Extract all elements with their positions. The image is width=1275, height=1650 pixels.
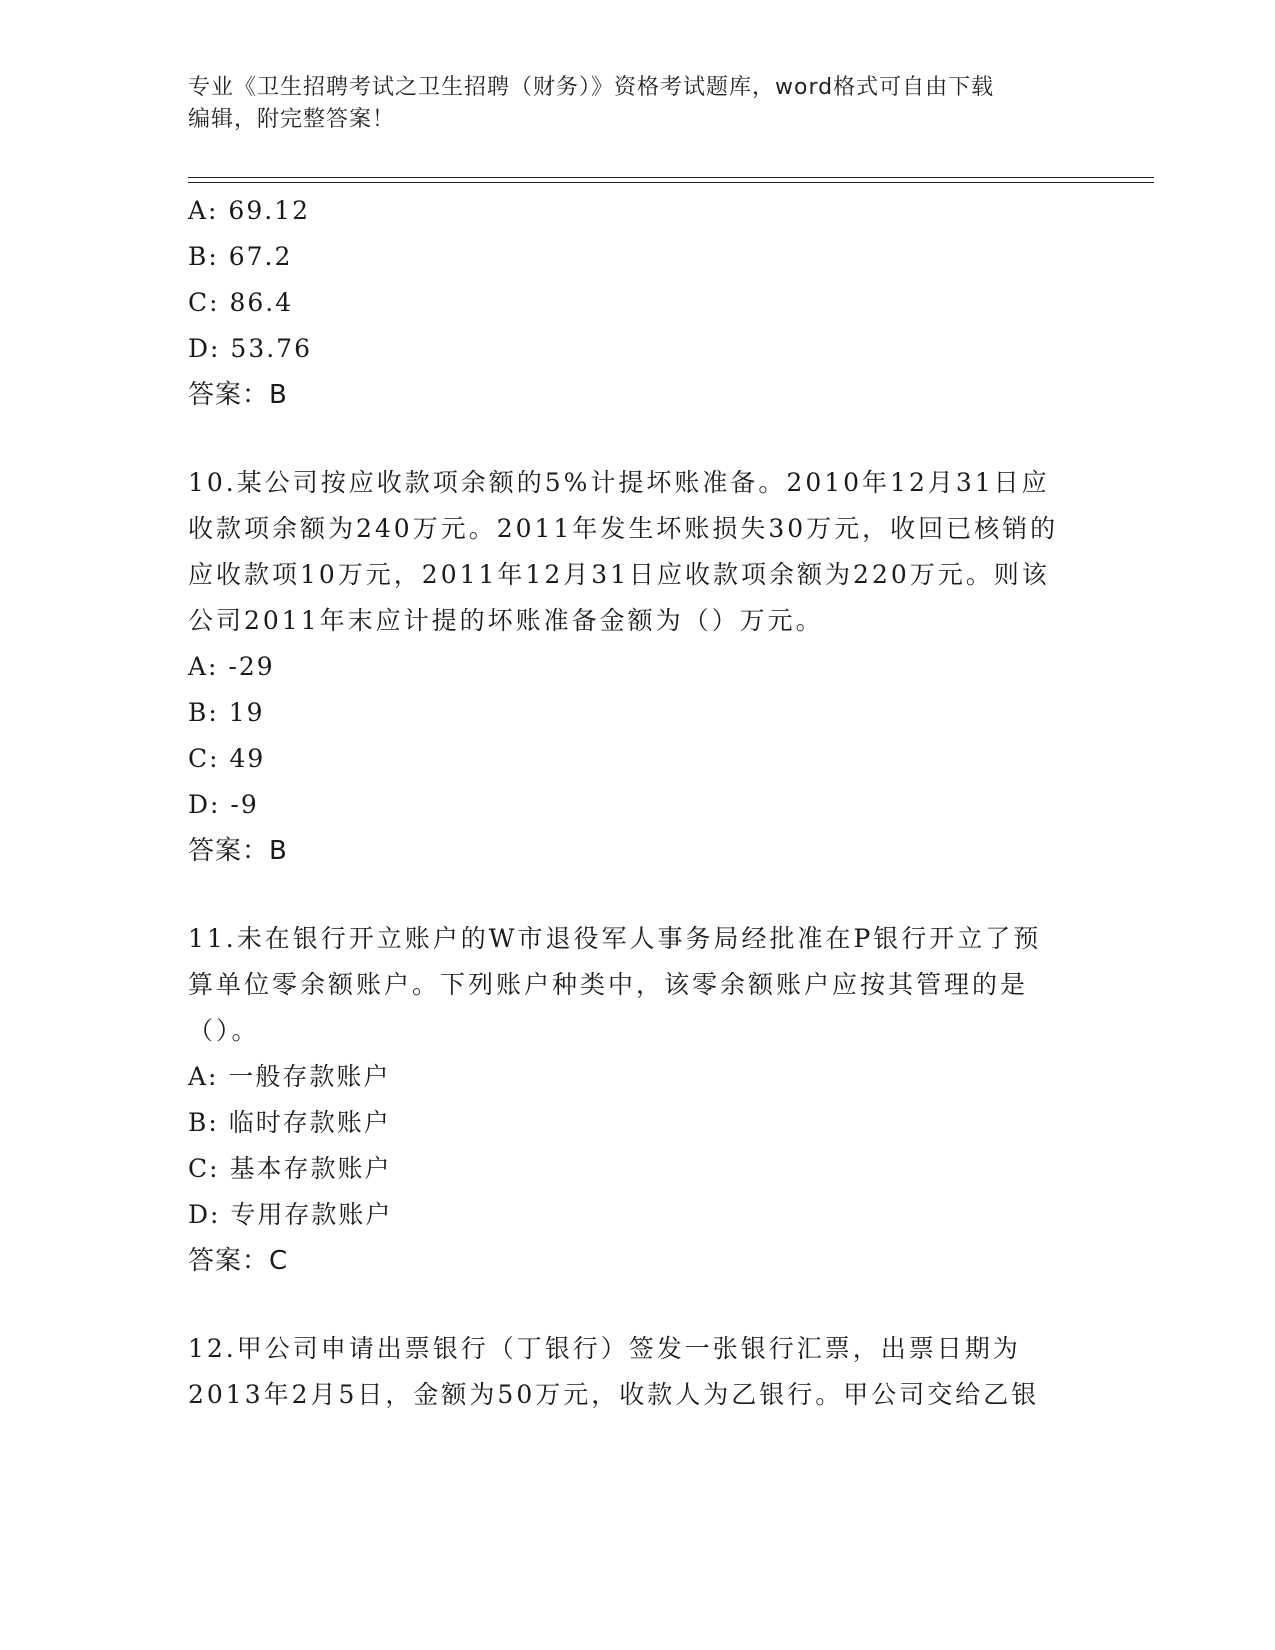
header-divider-top [188, 177, 1154, 178]
question-line: 应收款项10万元，2011年12月31日应收款项余额为220万元。则该 [188, 560, 1050, 589]
option-b: B: 67.2 [188, 242, 293, 271]
question-10-text [188, 460, 1088, 644]
option-a: A: -29 [188, 652, 275, 681]
header-line-2: 编辑，附完整答案！ [188, 107, 396, 132]
option-d: D: -9 [188, 790, 259, 819]
question-line: 算单位零余额账户。下列账户种类中，该零余额账户应按其管理的是 [188, 970, 1029, 999]
header-divider-bottom [188, 182, 1154, 183]
question-11-options [188, 1054, 1088, 1238]
option-b: B: 19 [188, 698, 265, 727]
option-c: C: 基本存款账户 [188, 1154, 392, 1183]
question-line: 收款项余额为240万元。2011年发生坏账损失30万元，收回已核销的 [188, 514, 1059, 543]
option-a: A: 69.12 [188, 196, 310, 225]
option-c: C: 86.4 [188, 288, 294, 317]
question-12-text [188, 1326, 1088, 1418]
question-10-answer: 答案：B [188, 836, 288, 866]
question-line: 11.未在银行开立账户的W市退役军人事务局经批准在P银行开立了预 [188, 924, 1042, 953]
question-line: 2013年2月5日，金额为50万元，收款人为乙银行。甲公司交给乙银 [188, 1380, 1040, 1409]
option-a: A: 一般存款账户 [188, 1062, 391, 1091]
question-9-answer: 答案：B [188, 380, 288, 410]
question-11-answer: 答案：C [188, 1246, 289, 1276]
question-line: 公司2011年末应计提的坏账准备金额为（）万元。 [188, 606, 824, 635]
document-header [188, 72, 1088, 136]
option-d: D: 53.76 [188, 334, 312, 363]
question-list [188, 188, 1088, 1418]
header-line-1: 专业《卫生招聘考试之卫生招聘（财务）》资格考试题库，word格式可自由下载 [188, 75, 995, 100]
question-line: （）。 [188, 1016, 260, 1045]
question-11-text [188, 916, 1088, 1054]
question-line: 12.甲公司申请出票银行（丁银行）签发一张银行汇票，出票日期为 [188, 1334, 1021, 1363]
option-b: B: 临时存款账户 [188, 1108, 391, 1137]
question-9-options [188, 188, 1088, 372]
question-line: 10.某公司按应收款项余额的5%计提坏账准备。2010年12月31日应 [188, 468, 1050, 497]
option-c: C: 49 [188, 744, 266, 773]
question-10-options [188, 644, 1088, 828]
option-d: D: 专用存款账户 [188, 1200, 393, 1229]
